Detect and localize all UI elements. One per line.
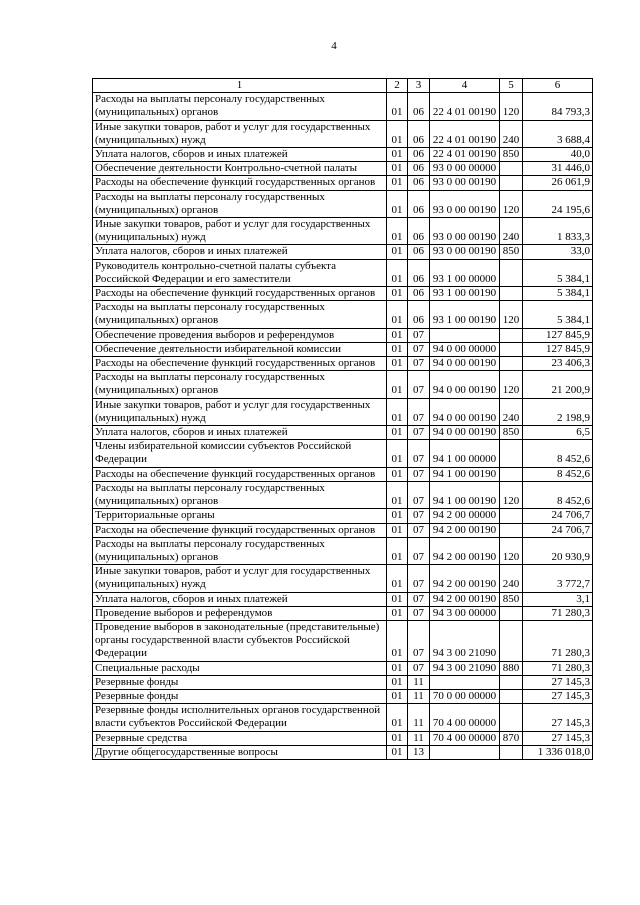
row-target-article: 94 1 00 00190 xyxy=(430,481,500,508)
row-razdel: 01 xyxy=(387,93,408,120)
row-podrazdel: 11 xyxy=(408,689,430,703)
row-name: Уплата налогов, сборов и иных платежей xyxy=(93,148,387,162)
page-number: 4 xyxy=(331,40,337,52)
row-podrazdel: 06 xyxy=(408,301,430,328)
table-row xyxy=(93,467,593,481)
table-row xyxy=(93,509,593,523)
table-row xyxy=(93,481,593,508)
row-expense-type xyxy=(500,675,523,689)
row-expense-type xyxy=(500,509,523,523)
row-razdel: 01 xyxy=(387,162,408,176)
table-row xyxy=(93,328,593,342)
row-podrazdel: 06 xyxy=(408,218,430,245)
row-target-article: 93 1 00 00190 xyxy=(430,287,500,301)
row-amount: 26 061,9 xyxy=(523,176,593,190)
row-target-article: 94 1 00 00190 xyxy=(430,467,500,481)
row-amount: 27 145,3 xyxy=(523,675,593,689)
row-razdel: 01 xyxy=(387,675,408,689)
row-amount: 23 406,3 xyxy=(523,357,593,371)
table-row xyxy=(93,689,593,703)
table-row xyxy=(93,704,593,731)
row-razdel: 01 xyxy=(387,704,408,731)
row-expense-type xyxy=(500,523,523,537)
row-name: Расходы на обеспечение функций государственных органов xyxy=(93,287,387,301)
row-amount: 8 452,6 xyxy=(523,481,593,508)
row-razdel: 01 xyxy=(387,620,408,661)
table-row xyxy=(93,592,593,606)
header-col-2: 2 xyxy=(387,79,408,93)
row-podrazdel: 07 xyxy=(408,481,430,508)
row-amount: 21 200,9 xyxy=(523,371,593,398)
row-razdel: 01 xyxy=(387,301,408,328)
row-target-article: 93 0 00 00000 xyxy=(430,162,500,176)
row-name: Уплата налогов, сборов и иных платежей xyxy=(93,245,387,259)
row-name: Расходы на выплаты персоналу государственных (муниципальных) органов xyxy=(93,371,387,398)
header-col-6: 6 xyxy=(523,79,593,93)
row-amount: 33,0 xyxy=(523,245,593,259)
row-amount: 5 384,1 xyxy=(523,259,593,286)
row-expense-type: 120 xyxy=(500,481,523,508)
row-expense-type: 850 xyxy=(500,148,523,162)
row-name: Резервные фонды xyxy=(93,675,387,689)
row-expense-type: 120 xyxy=(500,537,523,564)
row-amount: 1 336 018,0 xyxy=(523,745,593,759)
row-amount: 127 845,9 xyxy=(523,328,593,342)
row-target-article: 93 0 00 00190 xyxy=(430,176,500,190)
row-podrazdel: 07 xyxy=(408,620,430,661)
row-target-article: 94 0 00 00190 xyxy=(430,371,500,398)
row-podrazdel: 07 xyxy=(408,426,430,440)
table-row xyxy=(93,440,593,467)
row-expense-type: 120 xyxy=(500,93,523,120)
row-target-article: 94 0 00 00000 xyxy=(430,342,500,356)
row-razdel: 01 xyxy=(387,661,408,675)
row-expense-type: 880 xyxy=(500,661,523,675)
table-row xyxy=(93,162,593,176)
row-razdel: 01 xyxy=(387,481,408,508)
row-expense-type xyxy=(500,287,523,301)
table-row xyxy=(93,120,593,147)
row-target-article: 70 4 00 00000 xyxy=(430,704,500,731)
table-row xyxy=(93,245,593,259)
row-expense-type: 240 xyxy=(500,218,523,245)
header-col-4: 4 xyxy=(430,79,500,93)
row-podrazdel: 07 xyxy=(408,523,430,537)
row-podrazdel: 07 xyxy=(408,537,430,564)
row-expense-type: 850 xyxy=(500,592,523,606)
row-name: Расходы на обеспечение функций государственных органов xyxy=(93,523,387,537)
row-expense-type: 850 xyxy=(500,426,523,440)
row-name: Расходы на выплаты персоналу государственных (муниципальных) органов xyxy=(93,93,387,120)
row-podrazdel: 11 xyxy=(408,731,430,745)
row-razdel: 01 xyxy=(387,467,408,481)
row-amount: 84 793,3 xyxy=(523,93,593,120)
row-expense-type: 870 xyxy=(500,731,523,745)
row-podrazdel: 07 xyxy=(408,592,430,606)
row-target-article xyxy=(430,675,500,689)
row-amount: 27 145,3 xyxy=(523,689,593,703)
row-razdel: 01 xyxy=(387,537,408,564)
row-podrazdel: 07 xyxy=(408,342,430,356)
header-col-1: 1 xyxy=(93,79,387,93)
table-row xyxy=(93,675,593,689)
row-razdel: 01 xyxy=(387,190,408,217)
table-row xyxy=(93,148,593,162)
header-row xyxy=(93,79,593,93)
row-expense-type xyxy=(500,606,523,620)
row-name: Расходы на обеспечение функций государственных органов xyxy=(93,467,387,481)
row-amount: 3 688,4 xyxy=(523,120,593,147)
row-target-article: 93 1 00 00000 xyxy=(430,259,500,286)
row-expense-type xyxy=(500,704,523,731)
row-name: Расходы на обеспечение функций государственных органов xyxy=(93,357,387,371)
header-col-3: 3 xyxy=(408,79,430,93)
row-name: Проведение выборов в законодательные (представительные) органы государственной власти субъектов Российской Федерации xyxy=(93,620,387,661)
row-expense-type xyxy=(500,162,523,176)
row-amount: 71 280,3 xyxy=(523,620,593,661)
row-razdel: 01 xyxy=(387,440,408,467)
table-row xyxy=(93,259,593,286)
row-razdel: 01 xyxy=(387,176,408,190)
row-target-article: 22 4 01 00190 xyxy=(430,93,500,120)
table-row xyxy=(93,176,593,190)
row-amount: 24 706,7 xyxy=(523,523,593,537)
row-razdel: 01 xyxy=(387,731,408,745)
row-expense-type: 120 xyxy=(500,301,523,328)
row-amount: 5 384,1 xyxy=(523,301,593,328)
row-name: Расходы на выплаты персоналу государственных (муниципальных) органов xyxy=(93,190,387,217)
row-razdel: 01 xyxy=(387,120,408,147)
table-row xyxy=(93,190,593,217)
table-row xyxy=(93,731,593,745)
row-name: Резервные средства xyxy=(93,731,387,745)
row-expense-type xyxy=(500,620,523,661)
row-target-article: 94 2 00 00190 xyxy=(430,523,500,537)
row-razdel: 01 xyxy=(387,357,408,371)
row-expense-type xyxy=(500,440,523,467)
row-podrazdel: 06 xyxy=(408,148,430,162)
row-target-article: 94 3 00 21090 xyxy=(430,620,500,661)
row-name: Иные закупки товаров, работ и услуг для государственных (муниципальных) нужд xyxy=(93,120,387,147)
row-target-article: 94 3 00 00000 xyxy=(430,606,500,620)
row-razdel: 01 xyxy=(387,245,408,259)
row-amount: 127 845,9 xyxy=(523,342,593,356)
row-name: Резервные фонды исполнительных органов государственной власти субъектов Российской Федерации xyxy=(93,704,387,731)
row-podrazdel: 11 xyxy=(408,675,430,689)
table-row xyxy=(93,287,593,301)
row-target-article: 70 4 00 00000 xyxy=(430,731,500,745)
row-name: Специальные расходы xyxy=(93,661,387,675)
row-target-article: 93 0 00 00190 xyxy=(430,245,500,259)
row-expense-type: 240 xyxy=(500,565,523,592)
row-amount: 3,1 xyxy=(523,592,593,606)
row-razdel: 01 xyxy=(387,259,408,286)
row-target-article xyxy=(430,328,500,342)
row-name: Иные закупки товаров, работ и услуг для государственных (муниципальных) нужд xyxy=(93,565,387,592)
row-name: Уплата налогов, сборов и иных платежей xyxy=(93,592,387,606)
table-row xyxy=(93,661,593,675)
row-amount: 3 772,7 xyxy=(523,565,593,592)
row-name: Расходы на выплаты персоналу государственных (муниципальных) органов xyxy=(93,301,387,328)
row-expense-type xyxy=(500,467,523,481)
table-row xyxy=(93,426,593,440)
table-row xyxy=(93,301,593,328)
row-expense-type xyxy=(500,745,523,759)
row-target-article: 94 0 00 00190 xyxy=(430,398,500,425)
row-razdel: 01 xyxy=(387,342,408,356)
row-expense-type xyxy=(500,342,523,356)
row-expense-type xyxy=(500,357,523,371)
row-razdel: 01 xyxy=(387,148,408,162)
row-name: Расходы на выплаты персоналу государственных (муниципальных) органов xyxy=(93,537,387,564)
row-amount: 8 452,6 xyxy=(523,440,593,467)
budget-table xyxy=(92,78,593,760)
row-podrazdel: 06 xyxy=(408,259,430,286)
row-target-article: 94 2 00 00190 xyxy=(430,537,500,564)
row-podrazdel: 06 xyxy=(408,190,430,217)
row-razdel: 01 xyxy=(387,371,408,398)
row-podrazdel: 07 xyxy=(408,661,430,675)
row-expense-type: 120 xyxy=(500,190,523,217)
table-row xyxy=(93,371,593,398)
row-amount: 20 930,9 xyxy=(523,537,593,564)
row-target-article: 94 0 00 00190 xyxy=(430,426,500,440)
table-row xyxy=(93,606,593,620)
row-amount: 71 280,3 xyxy=(523,661,593,675)
row-amount: 40,0 xyxy=(523,148,593,162)
table-row xyxy=(93,565,593,592)
row-name: Другие общегосударственные вопросы xyxy=(93,745,387,759)
row-amount: 1 833,3 xyxy=(523,218,593,245)
row-expense-type xyxy=(500,176,523,190)
row-target-article: 94 2 00 00190 xyxy=(430,592,500,606)
row-name: Уплата налогов, сборов и иных платежей xyxy=(93,426,387,440)
row-amount: 24 195,6 xyxy=(523,190,593,217)
row-amount: 31 446,0 xyxy=(523,162,593,176)
row-podrazdel: 13 xyxy=(408,745,430,759)
row-podrazdel: 07 xyxy=(408,328,430,342)
row-podrazdel: 06 xyxy=(408,176,430,190)
row-podrazdel: 06 xyxy=(408,120,430,147)
row-name: Расходы на выплаты персоналу государственных (муниципальных) органов xyxy=(93,481,387,508)
row-amount: 6,5 xyxy=(523,426,593,440)
row-razdel: 01 xyxy=(387,565,408,592)
row-podrazdel: 07 xyxy=(408,509,430,523)
row-podrazdel: 06 xyxy=(408,162,430,176)
row-razdel: 01 xyxy=(387,287,408,301)
row-name: Руководитель контрольно-счетной палаты субъекта Российской Федерации и его заместители xyxy=(93,259,387,286)
row-target-article: 93 1 00 00190 xyxy=(430,301,500,328)
row-razdel: 01 xyxy=(387,509,408,523)
row-target-article xyxy=(430,745,500,759)
row-razdel: 01 xyxy=(387,606,408,620)
row-podrazdel: 06 xyxy=(408,245,430,259)
table-row xyxy=(93,342,593,356)
row-target-article: 22 4 01 00190 xyxy=(430,148,500,162)
row-expense-type xyxy=(500,689,523,703)
row-name: Обеспечение проведения выборов и референдумов xyxy=(93,328,387,342)
row-razdel: 01 xyxy=(387,689,408,703)
row-name: Иные закупки товаров, работ и услуг для государственных (муниципальных) нужд xyxy=(93,398,387,425)
row-expense-type xyxy=(500,328,523,342)
row-razdel: 01 xyxy=(387,328,408,342)
row-expense-type: 240 xyxy=(500,398,523,425)
row-name: Иные закупки товаров, работ и услуг для государственных (муниципальных) нужд xyxy=(93,218,387,245)
row-name: Проведение выборов и референдумов xyxy=(93,606,387,620)
row-target-article: 94 1 00 00000 xyxy=(430,440,500,467)
row-amount: 24 706,7 xyxy=(523,509,593,523)
row-razdel: 01 xyxy=(387,745,408,759)
table-row xyxy=(93,93,593,120)
row-name: Члены избирательной комиссии субъектов Российской Федерации xyxy=(93,440,387,467)
row-name: Резервные фонды xyxy=(93,689,387,703)
row-target-article: 93 0 00 00190 xyxy=(430,218,500,245)
row-razdel: 01 xyxy=(387,426,408,440)
row-podrazdel: 07 xyxy=(408,371,430,398)
row-amount: 2 198,9 xyxy=(523,398,593,425)
row-podrazdel: 07 xyxy=(408,398,430,425)
row-amount: 27 145,3 xyxy=(523,704,593,731)
row-podrazdel: 07 xyxy=(408,565,430,592)
table-row xyxy=(93,523,593,537)
row-target-article: 70 0 00 00000 xyxy=(430,689,500,703)
row-amount: 71 280,3 xyxy=(523,606,593,620)
row-target-article: 22 4 01 00190 xyxy=(430,120,500,147)
row-target-article: 94 0 00 00190 xyxy=(430,357,500,371)
row-amount: 5 384,1 xyxy=(523,287,593,301)
table-row xyxy=(93,357,593,371)
row-razdel: 01 xyxy=(387,592,408,606)
row-target-article: 94 3 00 21090 xyxy=(430,661,500,675)
row-podrazdel: 11 xyxy=(408,704,430,731)
row-razdel: 01 xyxy=(387,523,408,537)
row-target-article: 94 2 00 00000 xyxy=(430,509,500,523)
table-row xyxy=(93,398,593,425)
row-razdel: 01 xyxy=(387,398,408,425)
row-expense-type: 850 xyxy=(500,245,523,259)
row-name: Обеспечение деятельности Контрольно-счетной палаты xyxy=(93,162,387,176)
row-expense-type: 120 xyxy=(500,371,523,398)
row-amount: 8 452,6 xyxy=(523,467,593,481)
row-expense-type xyxy=(500,259,523,286)
table-row xyxy=(93,218,593,245)
row-podrazdel: 07 xyxy=(408,606,430,620)
row-podrazdel: 06 xyxy=(408,93,430,120)
row-podrazdel: 07 xyxy=(408,357,430,371)
row-razdel: 01 xyxy=(387,218,408,245)
table-row xyxy=(93,537,593,564)
header-col-5: 5 xyxy=(500,79,523,93)
row-name: Расходы на обеспечение функций государственных органов xyxy=(93,176,387,190)
row-target-article: 93 0 00 00190 xyxy=(430,190,500,217)
row-target-article: 94 2 00 00190 xyxy=(430,565,500,592)
row-podrazdel: 06 xyxy=(408,287,430,301)
table-row xyxy=(93,745,593,759)
table-row xyxy=(93,620,593,661)
row-podrazdel: 07 xyxy=(408,440,430,467)
row-name: Территориальные органы xyxy=(93,509,387,523)
row-podrazdel: 07 xyxy=(408,467,430,481)
row-name: Обеспечение деятельности избирательной комиссии xyxy=(93,342,387,356)
row-expense-type: 240 xyxy=(500,120,523,147)
row-amount: 27 145,3 xyxy=(523,731,593,745)
